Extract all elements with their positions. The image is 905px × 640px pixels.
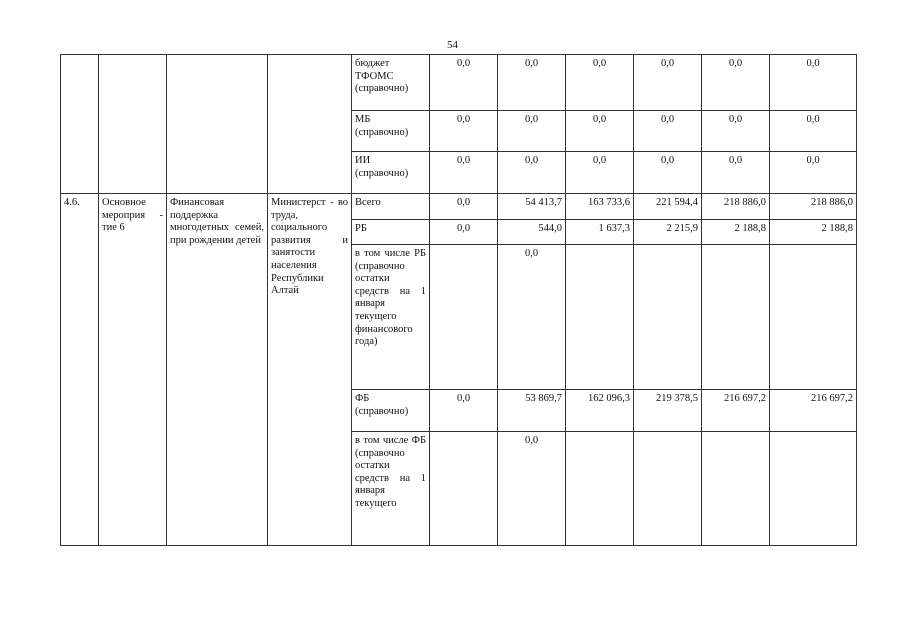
page-number: 54	[447, 39, 458, 51]
value-cell: 544,0	[498, 220, 566, 245]
value-cell: 0,0	[430, 390, 498, 432]
item-executor: Министерст - во труда, социального развития и занятости населения Республики Алтай	[268, 194, 352, 546]
value-cell: 216 697,2	[702, 390, 770, 432]
funding-source: ИИ (справочно)	[352, 152, 430, 194]
value-cell: 2 188,8	[770, 220, 857, 245]
value-cell: 218 886,0	[770, 194, 857, 220]
cell-description-empty	[167, 55, 268, 194]
funding-source: РБ	[352, 220, 430, 245]
value-cell: 0,0	[498, 55, 566, 111]
value-cell	[770, 432, 857, 546]
value-cell: 0,0	[430, 194, 498, 220]
value-cell: 0,0	[702, 111, 770, 152]
value-cell: 0,0	[770, 55, 857, 111]
value-cell: 1 637,3	[566, 220, 634, 245]
value-cell: 0,0	[634, 152, 702, 194]
table-row	[61, 55, 857, 111]
item-description: Финансовая поддержка многодетных семей, при рождении детей	[167, 194, 268, 546]
funding-source: бюджет ТФОМС (справочно)	[352, 55, 430, 111]
value-cell: 0,0	[430, 55, 498, 111]
funding-source: ФБ (справочно)	[352, 390, 430, 432]
value-cell: 0,0	[498, 111, 566, 152]
value-cell: 218 886,0	[702, 194, 770, 220]
item-number: 4.6.	[61, 194, 99, 546]
table-row	[61, 194, 857, 220]
funding-source: в том числе РБ (справочно остатки средств на 1 января текущего финансового года)	[352, 245, 430, 390]
value-cell: 0,0	[566, 111, 634, 152]
value-cell: 0,0	[430, 111, 498, 152]
value-cell: 53 869,7	[498, 390, 566, 432]
value-cell: 0,0	[634, 55, 702, 111]
value-cell: 0,0	[430, 152, 498, 194]
value-cell	[702, 432, 770, 546]
value-cell	[566, 245, 634, 390]
item-name: Основное мероприя - тие 6	[99, 194, 167, 546]
value-cell: 2 215,9	[634, 220, 702, 245]
value-cell: 0,0	[770, 111, 857, 152]
cell-executor-empty	[268, 55, 352, 194]
value-cell: 0,0	[498, 432, 566, 546]
value-cell: 0,0	[634, 111, 702, 152]
value-cell	[634, 432, 702, 546]
value-cell: 0,0	[566, 55, 634, 111]
budget-table	[60, 54, 857, 546]
value-cell	[634, 245, 702, 390]
value-cell: 0,0	[702, 152, 770, 194]
value-cell: 0,0	[430, 220, 498, 245]
value-cell: 0,0	[498, 152, 566, 194]
value-cell: 163 733,6	[566, 194, 634, 220]
cell-number-empty	[61, 55, 99, 194]
value-cell	[566, 432, 634, 546]
value-cell	[430, 432, 498, 546]
value-cell: 219 378,5	[634, 390, 702, 432]
value-cell: 216 697,2	[770, 390, 857, 432]
funding-source: в том числе ФБ (справочно остатки средств на 1 января текущего	[352, 432, 430, 546]
funding-source: МБ (справочно)	[352, 111, 430, 152]
value-cell	[770, 245, 857, 390]
value-cell: 221 594,4	[634, 194, 702, 220]
value-cell: 2 188,8	[702, 220, 770, 245]
value-cell: 162 096,3	[566, 390, 634, 432]
value-cell: 0,0	[702, 55, 770, 111]
value-cell: 0,0	[566, 152, 634, 194]
value-cell	[430, 245, 498, 390]
value-cell: 54 413,7	[498, 194, 566, 220]
value-cell: 0,0	[770, 152, 857, 194]
cell-name-empty	[99, 55, 167, 194]
value-cell	[702, 245, 770, 390]
funding-source: Всего	[352, 194, 430, 220]
value-cell: 0,0	[498, 245, 566, 390]
